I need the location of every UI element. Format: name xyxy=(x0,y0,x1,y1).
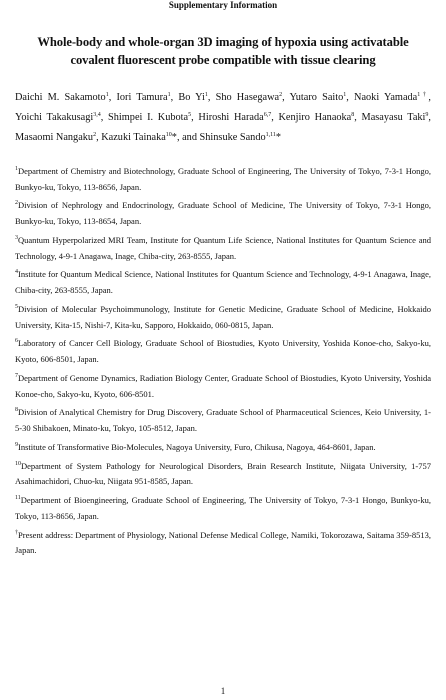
affiliation-mark: 6 xyxy=(15,338,18,345)
author-list xyxy=(15,88,431,148)
paper-title-line: Whole-body and whole-organ 3D imaging of hypoxia using activatable xyxy=(37,35,409,49)
author-name: Yoichi Takakusagi xyxy=(15,112,94,123)
author-entry xyxy=(354,92,428,103)
author-separator: , xyxy=(428,112,431,123)
running-header: Supplementary Information xyxy=(168,0,278,10)
affiliation-item xyxy=(15,302,431,333)
author-name: Shimpei I. Kubota xyxy=(108,112,189,123)
affiliation-text: Present address: Department of Physiology, National Defense Medical College, Namiki, Tokorozawa, Saitama 359-8513, Japan. xyxy=(15,529,432,556)
author-name: Kenjiro Hanaoka xyxy=(278,112,352,123)
author-separator: , xyxy=(271,112,279,123)
affiliation-text: Institute of Transformative Bio-Molecules, Nagoya University, Furo, Chikusa, Nagoya, 464-8601, Japan. xyxy=(18,441,376,452)
affiliation-mark: 4 xyxy=(15,269,18,276)
author-entry xyxy=(200,132,282,143)
author-separator: , xyxy=(170,92,179,103)
author-name: Shinsuke Sando xyxy=(199,132,266,143)
author-affiliation-mark: 3,4 xyxy=(93,112,101,118)
author-affiliation-mark: 1 xyxy=(204,92,208,98)
author-entry xyxy=(15,112,101,123)
affiliation-mark: 5 xyxy=(15,303,18,310)
affiliation-mark: 11 xyxy=(15,495,21,502)
author-entry xyxy=(15,132,96,143)
author-separator: , xyxy=(100,112,109,123)
affiliation-mark: 2 xyxy=(15,200,18,207)
affiliation-item xyxy=(15,371,431,402)
affiliation-item xyxy=(15,493,431,524)
affiliation-mark: † xyxy=(15,529,19,536)
affiliation-text: Quantum Hyperpolarized MRI Team, Institute for Quantum Life Science, National Institutes for Quantum Science and Technology, 4-9-1 Anagawa, Inage, Chiba-city, 263-8555, Japan. xyxy=(15,234,431,261)
author-entry xyxy=(15,92,109,103)
affiliation-item xyxy=(15,233,431,264)
author-name: Hiroshi Harada xyxy=(198,112,264,123)
author-affiliation-mark: 6,7 xyxy=(263,112,272,118)
affiliation-mark: 9 xyxy=(15,441,18,448)
affiliation-text: Department of Bioengineering, Graduate School of Engineering, The University of Tokyo, 7-3-1 Hongo, Bunkyo-ku, Tokyo, 113-8656, Japan. xyxy=(15,495,431,521)
author-affiliation-mark: 2 xyxy=(279,92,283,98)
author-name: Daichi M. Sakamoto xyxy=(15,92,106,103)
author-name: Iori Tamura xyxy=(116,92,168,103)
author-name: Yutaro Saito xyxy=(289,92,344,103)
author-entry xyxy=(178,92,208,103)
author-separator: , xyxy=(346,92,355,103)
author-entry xyxy=(116,92,170,103)
affiliation-text: Department of Genome Dynamics, Radiation Biology Center, Graduate School of Biostudies, Kyoto University, Yoshida Konoe-cho, Sakyo-ku, Kyoto, 606-8501. xyxy=(15,372,431,399)
affiliation-item xyxy=(15,267,431,298)
affiliation-item xyxy=(15,459,431,490)
author-separator: , xyxy=(428,92,431,103)
affiliation-text: Division of Molecular Psychoimmunology, Institute for Genetic Medicine, Graduate School of Medicine, Hokkaido University, Kita-15, Nishi-7, Kita-ku, Sapporo, Hokkaido, 060-0815, Japan. xyxy=(15,303,431,330)
author-entry xyxy=(216,92,283,103)
affiliation-mark: 8 xyxy=(15,407,18,414)
affiliation-item xyxy=(15,336,431,367)
affiliation-mark: 3 xyxy=(15,234,18,241)
affiliation-text: Institute for Quantum Medical Science, National Institutes for Quantum Science and Technology, 4-9-1 Anagawa, Inage, Chiba-city, 263-8555, Japan. xyxy=(15,269,431,296)
author-affiliation-mark: 1 xyxy=(343,92,347,98)
author-separator: , and xyxy=(176,132,200,143)
author-entry xyxy=(101,132,177,143)
author-separator: , xyxy=(108,92,117,103)
affiliation-item xyxy=(15,198,431,229)
affiliation-text: Department of System Pathology for Neurological Disorders, Brain Research Institute, Niigata University, 1-757 Asahimachidori, Chuo-ku, Niigata 951-8585, Japan. xyxy=(15,460,431,487)
author-affiliation-mark: 1 xyxy=(105,92,109,98)
corresponding-author-mark: * xyxy=(171,132,177,143)
affiliation-item xyxy=(15,440,431,456)
affiliation-list xyxy=(15,164,431,562)
affiliation-text: Department of Chemistry and Biotechnology, Graduate School of Engineering, The University of Tokyo, 7-3-1 Hongo, Bunkyo-ku, Tokyo, 113-8656, Japan. xyxy=(15,166,431,192)
author-affiliation-mark: 1 xyxy=(167,92,171,98)
author-name: Naoki Yamada xyxy=(354,92,418,103)
affiliation-mark: 1 xyxy=(15,166,18,172)
affiliation-mark: 7 xyxy=(15,372,18,379)
affiliation-text: Division of Analytical Chemistry for Drug Discovery, Graduate School of Pharmaceutical Sciences, Keio University, 1-5-30 Shibakoen, Minato-ku, Tokyo, 105-8512, Japan. xyxy=(15,407,431,433)
author-name: Masayasu Taki xyxy=(361,112,426,123)
author-separator: , xyxy=(96,132,102,143)
author-affiliation-mark: 2 xyxy=(93,132,97,138)
author-name: Kazuki Tainaka xyxy=(101,132,166,143)
affiliation-mark: 10 xyxy=(15,460,21,467)
author-affiliation-mark: 5 xyxy=(188,112,192,118)
author-name: Sho Hasegawa xyxy=(215,92,280,103)
author-separator: , xyxy=(191,112,199,123)
author-affiliation-mark: 1,11 xyxy=(265,132,276,138)
author-affiliation-mark: 1† xyxy=(417,92,429,98)
author-affiliation-mark: 9 xyxy=(425,112,429,118)
affiliation-item xyxy=(15,164,431,195)
paper-title xyxy=(10,33,436,69)
author-separator: , xyxy=(282,92,290,103)
author-entry xyxy=(198,112,271,123)
author-affiliation-mark: 8 xyxy=(351,112,355,118)
affiliation-item xyxy=(15,528,431,559)
author-name: Masaomi Nangaku xyxy=(15,132,94,143)
author-separator: , xyxy=(207,92,216,103)
author-entry xyxy=(362,112,429,123)
affiliation-text: Division of Nephrology and Endocrinology, Graduate School of Medicine, The University of Tokyo, 7-3-1 Hongo, Bunkyo-ku, Tokyo, 113-8654, Japan. xyxy=(15,200,431,227)
author-affiliation-mark: 10 xyxy=(165,132,172,138)
author-separator: , xyxy=(354,112,362,123)
author-entry xyxy=(289,92,346,103)
author-entry xyxy=(279,112,355,123)
corresponding-author-mark: * xyxy=(275,132,282,143)
author-entry xyxy=(108,112,191,123)
affiliation-item xyxy=(15,405,431,436)
page-number: 1 xyxy=(220,686,226,696)
affiliation-text: Laboratory of Cancer Cell Biology, Graduate School of Biostudies, Kyoto University, Yoshida Konoe-cho, Sakyo-ku, Kyoto, 606-8501, Japan. xyxy=(15,338,431,365)
paper-title-line: covalent fluorescent probe compatible with tissue clearing xyxy=(70,53,376,67)
author-name: Bo Yi xyxy=(178,92,205,103)
